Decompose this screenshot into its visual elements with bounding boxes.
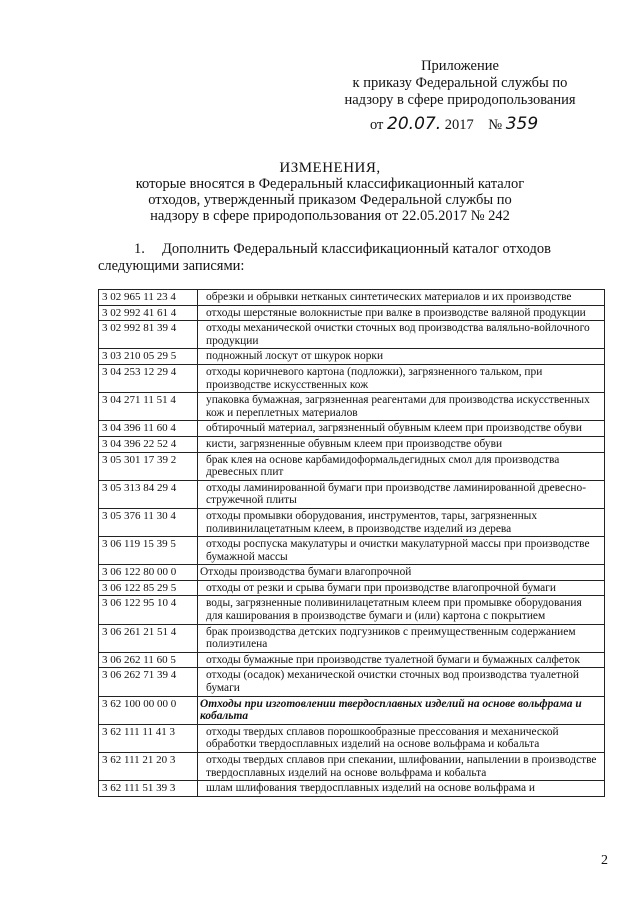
waste-code-cell: 3 02 992 41 61 4: [99, 305, 198, 321]
waste-description-cell: подножный лоскут от шкурок норки: [198, 349, 605, 365]
waste-code-cell: 3 04 396 11 60 4: [99, 421, 198, 437]
table-row: [99, 724, 605, 752]
waste-code-cell: 3 06 122 95 10 4: [99, 596, 198, 624]
waste-code-cell: 3 04 271 11 51 4: [99, 393, 198, 421]
waste-description-cell: Отходы производства бумаги влагопрочной: [198, 565, 605, 581]
waste-description-cell: отходы от резки и срыва бумаги при производстве влагопрочной бумаги: [198, 580, 605, 596]
table-row: [99, 321, 605, 349]
waste-description-cell: отходы бумажные при производстве туалетной бумаги и бумажных салфеток: [198, 652, 605, 668]
waste-code-cell: 3 03 210 05 29 5: [99, 349, 198, 365]
waste-description-cell: отходы твердых сплавов при спекании, шлифовании, напылении в производстве твердосплавных изделий на основе вольфрама и кобальта: [198, 753, 605, 781]
table-row: [99, 652, 605, 668]
title-heading: ИЗМЕНЕНИЯ,: [279, 160, 381, 176]
table-row: [99, 436, 605, 452]
appendix-label: Приложение: [421, 58, 499, 74]
waste-code-cell: 3 62 111 11 41 3: [99, 724, 198, 752]
appendix-order-ref-line2: надзору в сфере природопользования: [344, 92, 576, 108]
table-row: [99, 781, 605, 797]
table-row: [99, 580, 605, 596]
waste-code-cell: 3 06 262 11 60 5: [99, 652, 198, 668]
waste-codes-body: [99, 290, 605, 797]
page-number: 2: [601, 853, 608, 868]
table-row: [99, 421, 605, 437]
order-year: 2017: [444, 117, 474, 133]
intro-paragraph: [98, 241, 608, 275]
table-row: [99, 624, 605, 652]
order-date-line: [370, 114, 538, 134]
table-row: [99, 565, 605, 581]
title-line-1: которые вносятся в Федеральный классификационный каталог: [135, 176, 525, 192]
table-row: [99, 305, 605, 321]
waste-description-cell: отходы твердых сплавов порошкообразные прессования и механической обработки твердосплавных изделий на основе вольфрама и кобальта: [198, 724, 605, 752]
table-row: [99, 290, 605, 306]
waste-code-cell: 3 05 313 84 29 4: [99, 480, 198, 508]
table-row: [99, 393, 605, 421]
table-row: [99, 349, 605, 365]
waste-code-cell: 3 62 111 51 39 3: [99, 781, 198, 797]
waste-code-cell: 3 62 100 00 00 0: [99, 696, 198, 724]
waste-code-cell: 3 06 119 15 39 5: [99, 537, 198, 565]
waste-description-cell: шлам шлифования твердосплавных изделий на основе вольфрама и: [198, 781, 605, 797]
waste-code-cell: 3 62 111 21 20 3: [99, 753, 198, 781]
waste-code-cell: 3 05 301 17 39 2: [99, 452, 198, 480]
table-row: [99, 480, 605, 508]
order-number-label: №: [488, 117, 503, 133]
order-prefix: от: [370, 117, 384, 133]
table-row: [99, 452, 605, 480]
waste-description-cell: воды, загрязненные поливинилацетатным клеем при промывке оборудования для каширования в производстве бумаги и (или) картона с покрытием: [198, 596, 605, 624]
item-number: 1.: [134, 241, 145, 257]
waste-code-cell: 3 02 992 81 39 4: [99, 321, 198, 349]
waste-code-cell: 3 05 376 11 30 4: [99, 508, 198, 536]
waste-description-cell: обтирочный материал, загрязненный обувным клеем при производстве обуви: [198, 421, 605, 437]
waste-description-cell: отходы (осадок) механической очистки сточных вод производства туалетной бумаги: [198, 668, 605, 696]
table-row: [99, 753, 605, 781]
appendix-header: [300, 58, 620, 109]
waste-description-cell: отходы ламинированной бумаги при производстве ламинированной древесно-стружечной плиты: [198, 480, 605, 508]
waste-code-cell: 3 04 396 22 52 4: [99, 436, 198, 452]
waste-code-cell: 3 06 122 80 00 0: [99, 565, 198, 581]
waste-description-cell: брак клея на основе карбамидоформальдегидных смол для производства древесных плит: [198, 452, 605, 480]
intro-text: Дополнить Федеральный классификационный каталог отходов следующими записями:: [98, 241, 551, 274]
waste-description-cell: отходы промывки оборудования, инструментов, тары, загрязненных поливинилацетатным клеем, в производстве изделий из дерева: [198, 508, 605, 536]
waste-code-cell: 3 04 253 12 29 4: [99, 364, 198, 392]
waste-description-cell: Отходы при изготовлении твердосплавных изделий на основе вольфрама и кобальта: [198, 696, 605, 724]
waste-code-cell: 3 06 261 21 51 4: [99, 624, 198, 652]
waste-codes-table: [98, 289, 605, 797]
waste-description-cell: отходы механической очистки сточных вод производства валяльно-войлочного продукции: [198, 321, 605, 349]
waste-description-cell: упаковка бумажная, загрязненная реагентами для производства искусственных кож и переплетных материалов: [198, 393, 605, 421]
title-line-2: отходов, утвержденный приказом Федеральной службы по: [148, 192, 512, 208]
table-row: [99, 537, 605, 565]
waste-code-cell: 3 02 965 11 23 4: [99, 290, 198, 306]
handwritten-order-number: 359: [505, 114, 539, 134]
waste-description-cell: отходы роспуска макулатуры и очистки макулатурной массы при производстве бумажной массы: [198, 537, 605, 565]
waste-description-cell: обрезки и обрывки нетканых синтетических материалов и их производстве: [198, 290, 605, 306]
document-title: [110, 160, 550, 224]
handwritten-order-date: 20.07.: [387, 114, 442, 134]
title-line-3: надзору в сфере природопользования от 22.05.2017 № 242: [150, 208, 510, 224]
waste-code-cell: 3 06 262 71 39 4: [99, 668, 198, 696]
table-row: [99, 508, 605, 536]
table-row: [99, 364, 605, 392]
waste-description-cell: отходы шерстяные волокнистые при валке в производстве валяной продукции: [198, 305, 605, 321]
waste-description-cell: кисти, загрязненные обувным клеем при производстве обуви: [198, 436, 605, 452]
appendix-order-ref-line1: к приказу Федеральной службы по: [352, 75, 568, 91]
waste-code-cell: 3 06 122 85 29 5: [99, 580, 198, 596]
waste-description-cell: отходы коричневого картона (подложки), загрязненного тальком, при производстве искусственных кож: [198, 364, 605, 392]
table-row: [99, 696, 605, 724]
table-row: [99, 668, 605, 696]
waste-description-cell: брак производства детских подгузников с преимущественным содержанием полиэтилена: [198, 624, 605, 652]
table-row: [99, 596, 605, 624]
